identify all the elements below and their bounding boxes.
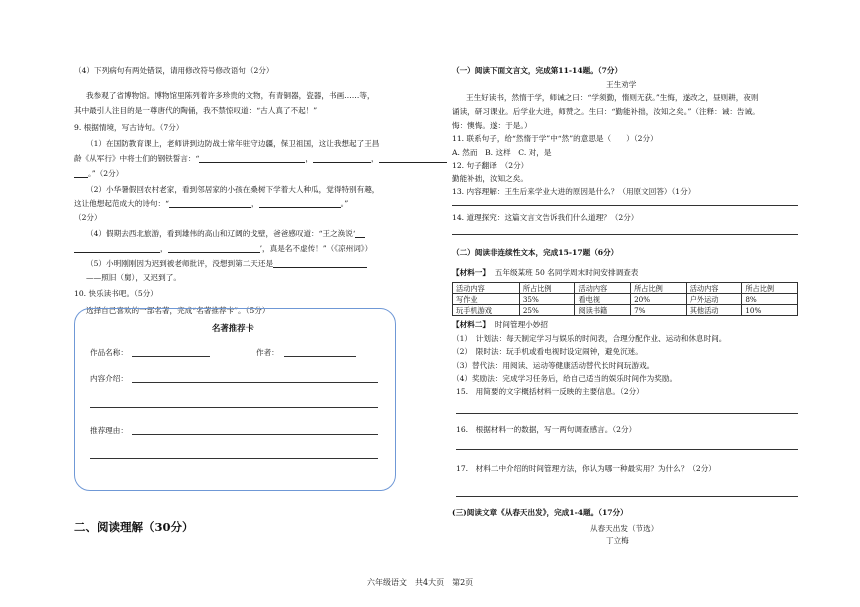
answer-blank[interactable] [379, 154, 447, 163]
answer-blank[interactable] [168, 244, 260, 253]
material-1-heading: 【材料一】 五年级某班 50 名同学周末时间安排调查表 [452, 268, 639, 277]
passage-line-1: 王生好读书，然惰于学，师诫之曰：“学须勤，惰则无获。”生悔，遂改之，昼则耕，夜则 [466, 93, 759, 102]
section-2-heading: 二、阅读理解（30分） [74, 520, 194, 534]
material-2-item-4: （4）奖励法：完成学习任务后，给自己适当的娱乐时间作为奖励。 [452, 374, 678, 383]
answer-blank[interactable] [199, 154, 305, 163]
answer-blank[interactable] [273, 259, 367, 268]
table-row: 写作业 35% 看电视 20% 户外运动 8% [453, 294, 798, 305]
part1-title: （一）阅读下面文言文，完成第11-14题。（7分） [452, 66, 623, 75]
q14-prompt: 14. 道理探究：这篇文言文告诉我们什么道理？（2分） [452, 213, 639, 222]
q9-1-line-1: （1）在国防教育课上，老师讲到边防战士常年驻守边疆，保卫祖国，这让我想起了王昌 [86, 139, 380, 148]
table-header-row: 活动内容 所占比例 活动内容 所占比例 活动内容 所占比例 [453, 283, 798, 294]
author-blank[interactable] [284, 356, 356, 357]
q12-sentence: 勤能补拙，汝知之矣。 [452, 174, 528, 183]
material-2-item-1: （1） 计划法：每天制定学习与娱乐的时间表，合理分配作业、运动和休息时间。 [452, 334, 727, 343]
answer-blank[interactable] [259, 199, 341, 208]
intro-blank[interactable] [132, 382, 378, 383]
q9-5-line-1: （5）小明刚刚因为迟到被老师批评，没想到第二天还是 [86, 259, 367, 268]
q10-heading: 10. 快乐读书吧。（5分） [74, 289, 158, 298]
card-intro-label: 内容介绍： [90, 374, 128, 383]
q12-prompt: 12. 句子翻译 （2分） [452, 161, 529, 170]
passage-line-3: 悔：懊悔。遂：于是。） [452, 121, 532, 130]
intro-blank[interactable] [90, 407, 378, 408]
q9-1-line-3: 。”（2分） [74, 169, 123, 178]
q13-answer-line[interactable] [452, 205, 798, 206]
article-author: 丁立梅 [606, 536, 629, 545]
q15-answer-line[interactable] [456, 413, 798, 414]
q16-answer-line[interactable] [456, 449, 798, 450]
answer-blank[interactable] [74, 169, 88, 178]
q16-prompt: 16. 根据材料一的数据，写一两句调查感言。（2分） [456, 425, 637, 434]
q9-4-line-1: （4）假期去西北旅游，看到雄伟的高山和辽阔的戈壁，爸爸感叹道：“王之涣说‘ [86, 229, 365, 238]
q9-1-line-2: 龄《从军行》中将士们的钢铁誓言：“ ， ， [74, 154, 447, 163]
q9-2-score: （2分） [74, 213, 102, 222]
q9-2-line-2: 这让他想起范成大的诗句：“ ， 。” [74, 199, 349, 208]
material-2-item-2: （2） 限时法：玩手机或看电视时设定闹钟，避免沉迷。 [452, 347, 643, 356]
book-name-blank[interactable] [132, 356, 210, 357]
answer-blank[interactable] [313, 154, 371, 163]
answer-blank[interactable] [169, 199, 251, 208]
q9-5-line-2: ——照旧（舅），又迟到了。 [86, 273, 181, 282]
article-title: 从春天出发（节选） [590, 524, 659, 533]
reason-blank[interactable] [132, 434, 378, 435]
q14-answer-line[interactable] [452, 234, 798, 235]
card-book-name-label: 作品名称： [90, 348, 128, 357]
q17-answer-line[interactable] [456, 496, 798, 497]
q4-text-line-1: 我参观了省博物馆。博物馆里陈列着许多珍贵的文物，有青铜器，瓷器，书画……等， [86, 91, 375, 100]
q13-prompt: 13. 内容理解：王生后来学业大进的原因是什么？（用原文回答）（1分） [452, 187, 696, 196]
table-row: 玩手机游戏 25% 阅读书籍 7% 其他活动 10% [453, 305, 798, 316]
card-title: 名著推荐卡 [212, 323, 254, 333]
page-footer: 六年级语文 共4大页 第2页 [367, 578, 474, 587]
passage-title: 王生劝学 [606, 80, 637, 89]
card-author-label: 作者： [256, 348, 279, 357]
survey-table [452, 282, 798, 316]
card-reason-label: 推荐理由： [90, 426, 128, 435]
q17-prompt: 17. 材料二中介绍的时间管理方法，你认为哪一种最实用？为什么？（2分） [456, 464, 716, 473]
q11-prompt: 11. 联系句子，给“然惰于学”中“然”的意思是（ ）（2分） [452, 134, 658, 143]
q9-heading: 9. 根据情境，写古诗句。（7分） [74, 123, 184, 132]
q4-prompt: （4）下列病句有两处错误，请用修改符号修改语句（2分） [74, 66, 274, 75]
q9-2-line-1: （2）小华暑假回农村老家，看到邻居家的小孩在桑树下学着大人种瓜，觉得特别有趣， [86, 185, 380, 194]
reason-blank[interactable] [90, 458, 378, 459]
q9-4-line-2: ， ’，真是名不虚传！”（《凉州词》） [74, 244, 372, 253]
q15-prompt: 15. 用简要的文字概括材料一反映的主要信息。（2分） [456, 387, 644, 396]
material-2-heading: 【材料二】 时间管理小妙招 [452, 320, 548, 329]
q11-options: A. 然而 B. 这样 C. 对，是 [452, 148, 552, 157]
q10-instruction: 选择自己喜欢的一部名著，完成“名著推荐卡”。（5分） [86, 306, 270, 315]
part2-title: （二）阅读非连续性文本，完成15-17题（6分） [452, 248, 619, 257]
book-recommendation-card [74, 308, 396, 491]
answer-blank[interactable] [355, 229, 365, 238]
part3-title: (三)阅读文章《从春天出发》，完成1-4题。（17分） [452, 508, 628, 517]
answer-blank[interactable] [74, 244, 160, 253]
q4-text-line-2: 其中最引人注目的是一尊唐代的陶俑，我不禁惊叹道：“古人真了不起！” [74, 106, 318, 115]
material-2-item-3: （3）替代法：用阅读、运动等健康活动替代长时间玩游戏。 [452, 361, 655, 370]
passage-line-2: 诵读，研习课业。后学业大进，师赞之。生曰：“勤能补拙，汝知之矣。”（注释：诫：告诫。 [452, 107, 760, 116]
